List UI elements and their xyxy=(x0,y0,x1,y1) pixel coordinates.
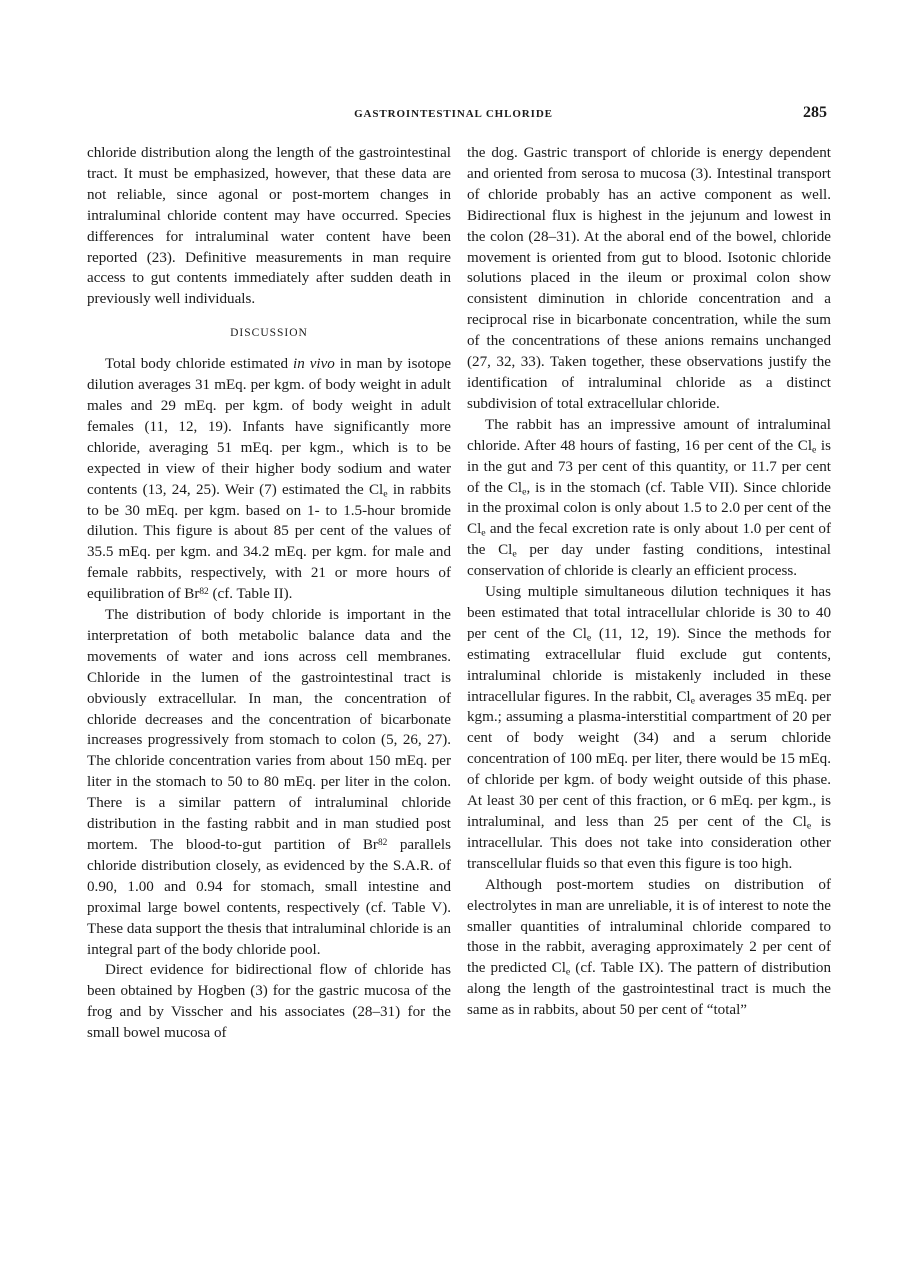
paragraph-dilution-techniques: Using multiple simultaneous dilution techniques it has been estimated that total intracellular chloride is 30 to 40 per cent of the $Cl_e$ (11, 12, 19). Since the methods for estimating extracellular fluid exclude gut contents, intraluminal chloride is mistakenly included in these intracellular figures. In the rabbit, $Cl_e$ averages 35 mEq. per kgm.; assuming a plasma-interstitial compartment of 20 per cent of body weight (34) and a serum chloride concentration of 100 mEq. per liter, there would be 15 mEq. of chloride per kgm. of body weight outside of this phase. At least 30 per cent of this fraction, or 6 mEq. per kgm., is intraluminal, and less than 25 per cent of the $Cl_e$ is intracellular. This does not take into consideration other transcellular fluids so that even this figure is too high. xyxy=(467,584,831,872)
paragraph-total-body-chloride: Total body chloride estimated in vivo in man by isotope dilution averages 31 mEq. per kgm. of body weight in adult males and 29 mEq. per kgm. of body weight in adult females (11, 12, 19). Infants have significantly more chloride, averaging 51 mEq. per kgm., which is to be expected in view of their higher body sodium and water contents (13, 24, 25). Weir (7) estimated the $Cl_e$ in rabbits to be 30 mEq. per kgm. based on 1- to 1.5-hour bromide dilution. This figure is about 85 per cent of the values of 35.5 mEq. per kgm. and 34.2 mEq. per kgm. for male and female rabbits, respectively, with 21 or more hours of equilibration of Br$^{82}$ (cf. Table II). xyxy=(87,356,452,603)
left-column xyxy=(87,143,451,1044)
right-column xyxy=(467,143,831,1021)
paragraph-continued: chloride distribution along the length of the gastrointestinal tract. It must be emphasized, however, that these data are not reliable, since agonal or post-mortem changes in intraluminal chloride content may have occurred. Species differences for intraluminal water content have been reported (23). Definitive measurements in man require access to gut contents immediately after sudden death in previously well individuals. xyxy=(87,145,451,308)
paragraph-rabbit-chloride: The rabbit has an impressive amount of intraluminal chloride. After 48 hours of fasting, 16 per cent of the $Cl_e$ is in the gut and 73 per cent of this quantity, or 11.7 per cent of the $Cl_e$, is in the stomach (cf. Table VII). Since chloride in the proximal colon is only about 1.5 to 2.0 per cent of the $Cl_e$ and the fecal excretion rate is only about 1.0 per cent of the $Cl_e$ per day under fasting conditions, intestinal conservation of chloride is clearly an efficient process. xyxy=(467,416,831,580)
paragraph-direct-evidence: Direct evidence for bidirectional flow of chloride has been obtained by Hogben (3) for the gastric mucosa of the frog and by Visscher and his associates (28–31) for the small bowel mucosa of xyxy=(87,962,451,1042)
paragraph-continued-right: the dog. Gastric transport of chloride is energy dependent and oriented from serosa to mucosa (3). Intestinal transport of chloride probably has an active component as well. Bidirectional flux is highest in the jejunum and lowest in the colon (28–31). At the aboral end of the bowel, chloride movement is oriented from gut to blood. Isotonic chloride solutions placed in the ileum or proximal colon show consistent diminution in chloride concentration and a reciprocal rise in bicarbonate concentration, while the sum of the concentrations of these anions remains unchanged (27, 32, 33). Taken together, these observations justify the identification of intraluminal chloride as a distinct subdivision of total extracellular chloride. xyxy=(467,145,831,412)
page-number: 285 xyxy=(803,104,827,121)
paragraph-distribution: The distribution of body chloride is important in the interpretation of both metabolic balance data and the movements of water and ions across cell membranes. Chloride in the lumen of the gastrointestinal tract is obviously extracellular. In man, the concentration of chloride decreases and the concentration of bicarbonate increases progressively from stomach to colon (5, 26, 27). The chloride concentration varies from about 150 mEq. per liter in the stomach to 50 to 80 mEq. per liter in the colon. There is a similar pattern of intraluminal chloride distribution in the fasting rabbit and in man studied post mortem. The blood-to-gut partition of Br$^{82}$ parallels chloride distribution closely, as evidenced by the S.A.R. of 0.90, 1.00 and 0.94 for stomach, small intestine and proximal large bowel contents, respectively (cf. Table V). These data support the thesis that intraluminal chloride is an integral part of the body chloride pool. xyxy=(87,607,451,958)
section-heading-discussion: DISCUSSION xyxy=(230,327,308,340)
running-header: GASTROINTESTINAL CHLORIDE xyxy=(354,108,553,120)
paragraph-post-mortem: Although post-mortem studies on distribution of electrolytes in man are unreliable, it is of interest to note the smaller quantities of intraluminal chloride compared to those in the rabbit, averaging approximately 2 per cent of the predicted $Cl_e$ (cf. Table IX). The pattern of distribution along the length of the gastrointestinal tract is much the same as in rabbits, about 50 per cent of “total” xyxy=(467,876,831,1019)
